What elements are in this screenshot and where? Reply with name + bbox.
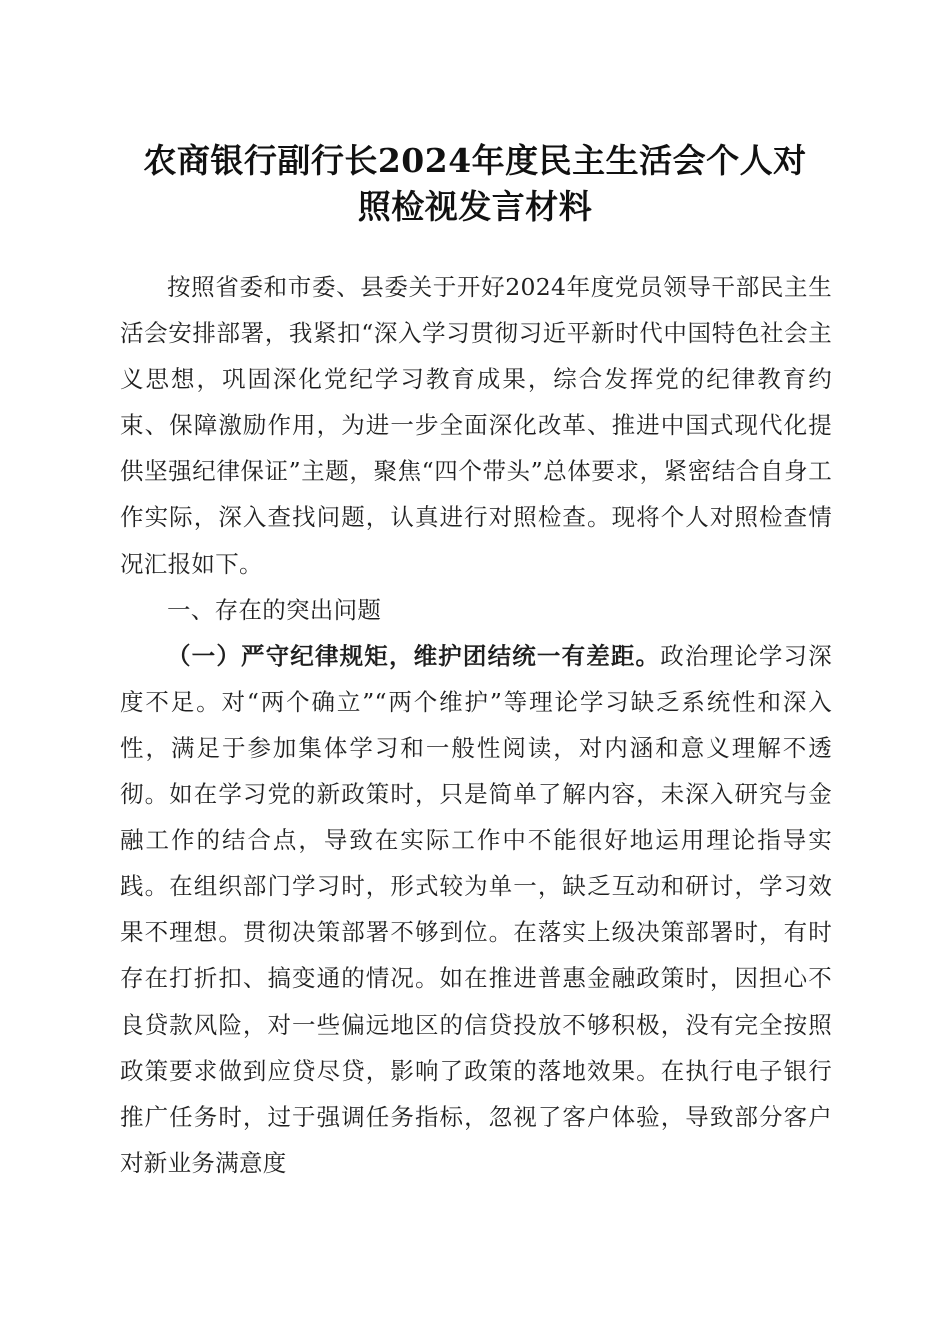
document-body (120, 264, 832, 1186)
document-title (100, 138, 850, 230)
title-line-1: 农商银行副行长2024年度民主生活会个人对 (143, 141, 807, 180)
intro-paragraph: 按照省委和市委、县委关于开好2024年度党员领导干部民主生活会安排部署，我紧扣“深入学习贯彻习近平新时代中国特色社会主义思想，巩固深化党纪学习教育成果，综合发挥党的纪律教育约束、保障激励作用，为进一步全面深化改革、推进中国式现代化提供坚强纪律保证”主题，聚焦“四个带头”总体要求，紧密结合自身工作实际，深入查找问题，认真进行对照检查。现将个人对照检查情况汇报如下。 (120, 273, 832, 578)
subsection-paragraph (120, 633, 832, 1186)
subsection-body: 政治理论学习深度不足。对“两个确立”“两个维护”等理论学习缺乏系统性和深入性，满足于参加集体学习和一般性阅读，对内涵和意义理解不透彻。如在学习党的新政策时，只是简单了解内容，未深入研究与金融工作的结合点，导致在实际工作中不能很好地运用理论指导实践。在组织部门学习时，形式较为单一，缺乏互动和研讨，学习效果不理想。贯彻决策部署不够到位。在落实上级决策部署时，有时存在打折扣、搞变通的情况。如在推进普惠金融政策时，因担心不良贷款风险，对一些偏远地区的信贷投放不够积极，没有完全按照政策要求做到应贷尽贷，影响了政策的落地效果。在执行电子银行推广任务时，过于强调任务指标，忽视了客户体验，导致部分客户对新业务满意度 (120, 641, 833, 1177)
section-heading: 一、存在的突出问题 (167, 595, 382, 624)
title-line-2: 照检视发言材料 (357, 187, 593, 226)
subsection-heading: （一）严守纪律规矩，维护团结统一有差距。 (167, 641, 661, 670)
